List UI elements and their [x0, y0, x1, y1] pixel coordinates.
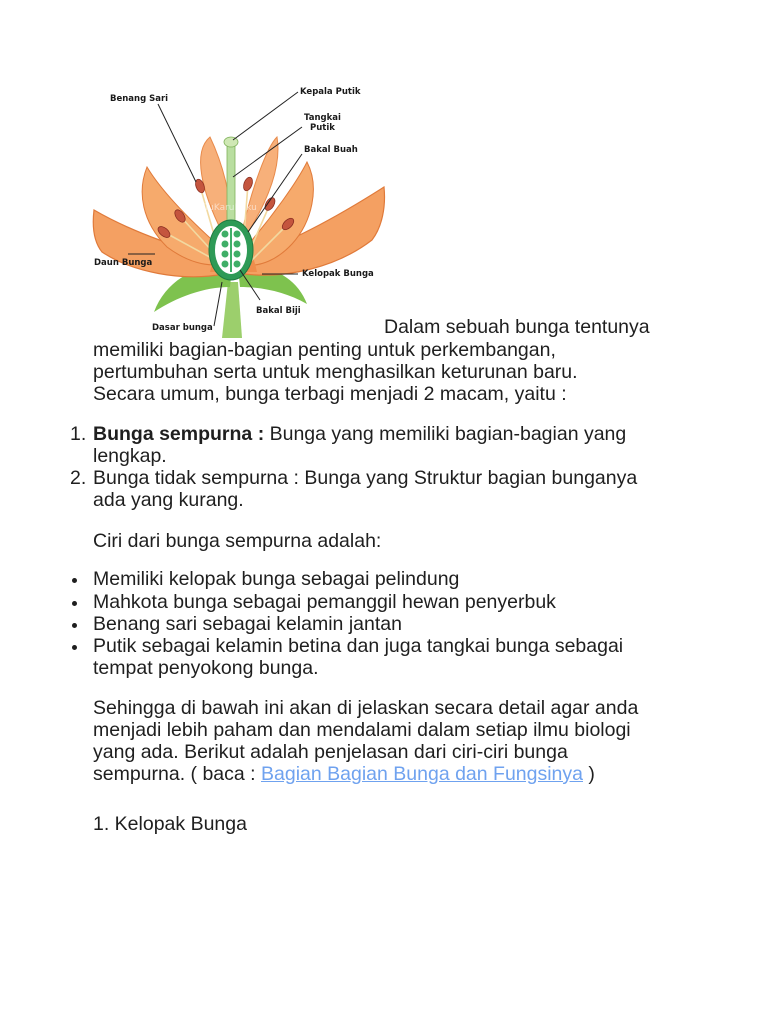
label-tangkai-putik-1: Tangkai: [304, 113, 341, 123]
intro-line-4: Secara umum, bunga terbagi menjadi 2 macam, yaitu :: [93, 383, 567, 405]
bullet-icon: [72, 623, 77, 628]
pistil-stigma: [224, 137, 238, 147]
label-dasar-bunga: Dasar bunga: [152, 323, 213, 333]
paragraph-line-3: yang ada. Berikut adalah penjelasan dari ciri-ciri bunga: [93, 741, 568, 763]
ciri-item-cont: tempat penyokong bunga.: [93, 657, 319, 679]
paragraph-line-2: menjadi lebih paham dan mendalami dalam setiap ilmu biologi: [93, 719, 631, 741]
label-daun-bunga: Daun Bunga: [94, 258, 153, 268]
bullet-icon: [72, 645, 77, 650]
bullet-icon: [72, 601, 77, 606]
section-heading-kelopak-bunga: 1. Kelopak Bunga: [93, 813, 247, 835]
ciri-heading: Ciri dari bunga sempurna adalah:: [93, 530, 382, 552]
label-kelopak-bunga: Kelopak Bunga: [302, 269, 374, 279]
term-bunga-sempurna: Bunga sempurna :: [93, 423, 265, 445]
ciri-item: Mahkota bunga sebagai pemanggil hewan penyerbuk: [93, 591, 556, 613]
flower-stem: [222, 282, 242, 338]
label-tangkai-putik-2: Putik: [310, 123, 335, 133]
ciri-item: Memiliki kelopak bunga sebagai pelindung: [93, 568, 460, 590]
label-bakal-biji: Bakal Biji: [256, 306, 301, 316]
definition-bunga-sempurna: Bunga yang memiliki bagian-bagian yang: [264, 423, 627, 445]
list-item-bunga-tidak-sempurna: Bunga tidak sempurna : Bunga yang Struktur bagian bunganya: [93, 467, 638, 489]
flower-diagram: [92, 82, 388, 338]
flower-illustration: [92, 82, 388, 338]
intro-line-3: pertumbuhan serta untuk menghasilkan keturunan baru.: [93, 361, 578, 383]
paragraph-line-1: Sehingga di bawah ini akan di jelaskan secara detail agar anda: [93, 697, 639, 719]
list-number: 2.: [70, 467, 87, 489]
paragraph-line-4-end: ): [583, 763, 595, 785]
ciri-item: Benang sari sebagai kelamin jantan: [93, 613, 402, 635]
list-number: 1.: [70, 423, 87, 445]
figure-watermark: TuKaruBaku: [204, 203, 257, 213]
label-bakal-buah: Bakal Buah: [304, 145, 358, 155]
label-benang-sari: Benang Sari: [110, 94, 169, 104]
list-item-bunga-tidak-sempurna-cont: ada yang kurang.: [93, 489, 244, 511]
paragraph-line-4-text: sempurna. ( baca :: [93, 763, 261, 785]
ciri-item: Putik sebagai kelamin betina dan juga tangkai bunga sebagai: [93, 635, 624, 657]
bullet-icon: [72, 578, 77, 583]
intro-line-2: memiliki bagian-bagian penting untuk perkembangan,: [93, 339, 556, 361]
list-item-bunga-sempurna-cont: lengkap.: [93, 445, 167, 467]
baca-link[interactable]: Bagian Bagian Bunga dan Fungsinya: [261, 763, 583, 785]
paragraph-line-4: [93, 763, 595, 786]
list-item-bunga-sempurna: [93, 423, 626, 446]
label-kepala-putik: Kepala Putik: [300, 87, 361, 97]
intro-line-1: Dalam sebuah bunga tentunya: [384, 316, 650, 338]
